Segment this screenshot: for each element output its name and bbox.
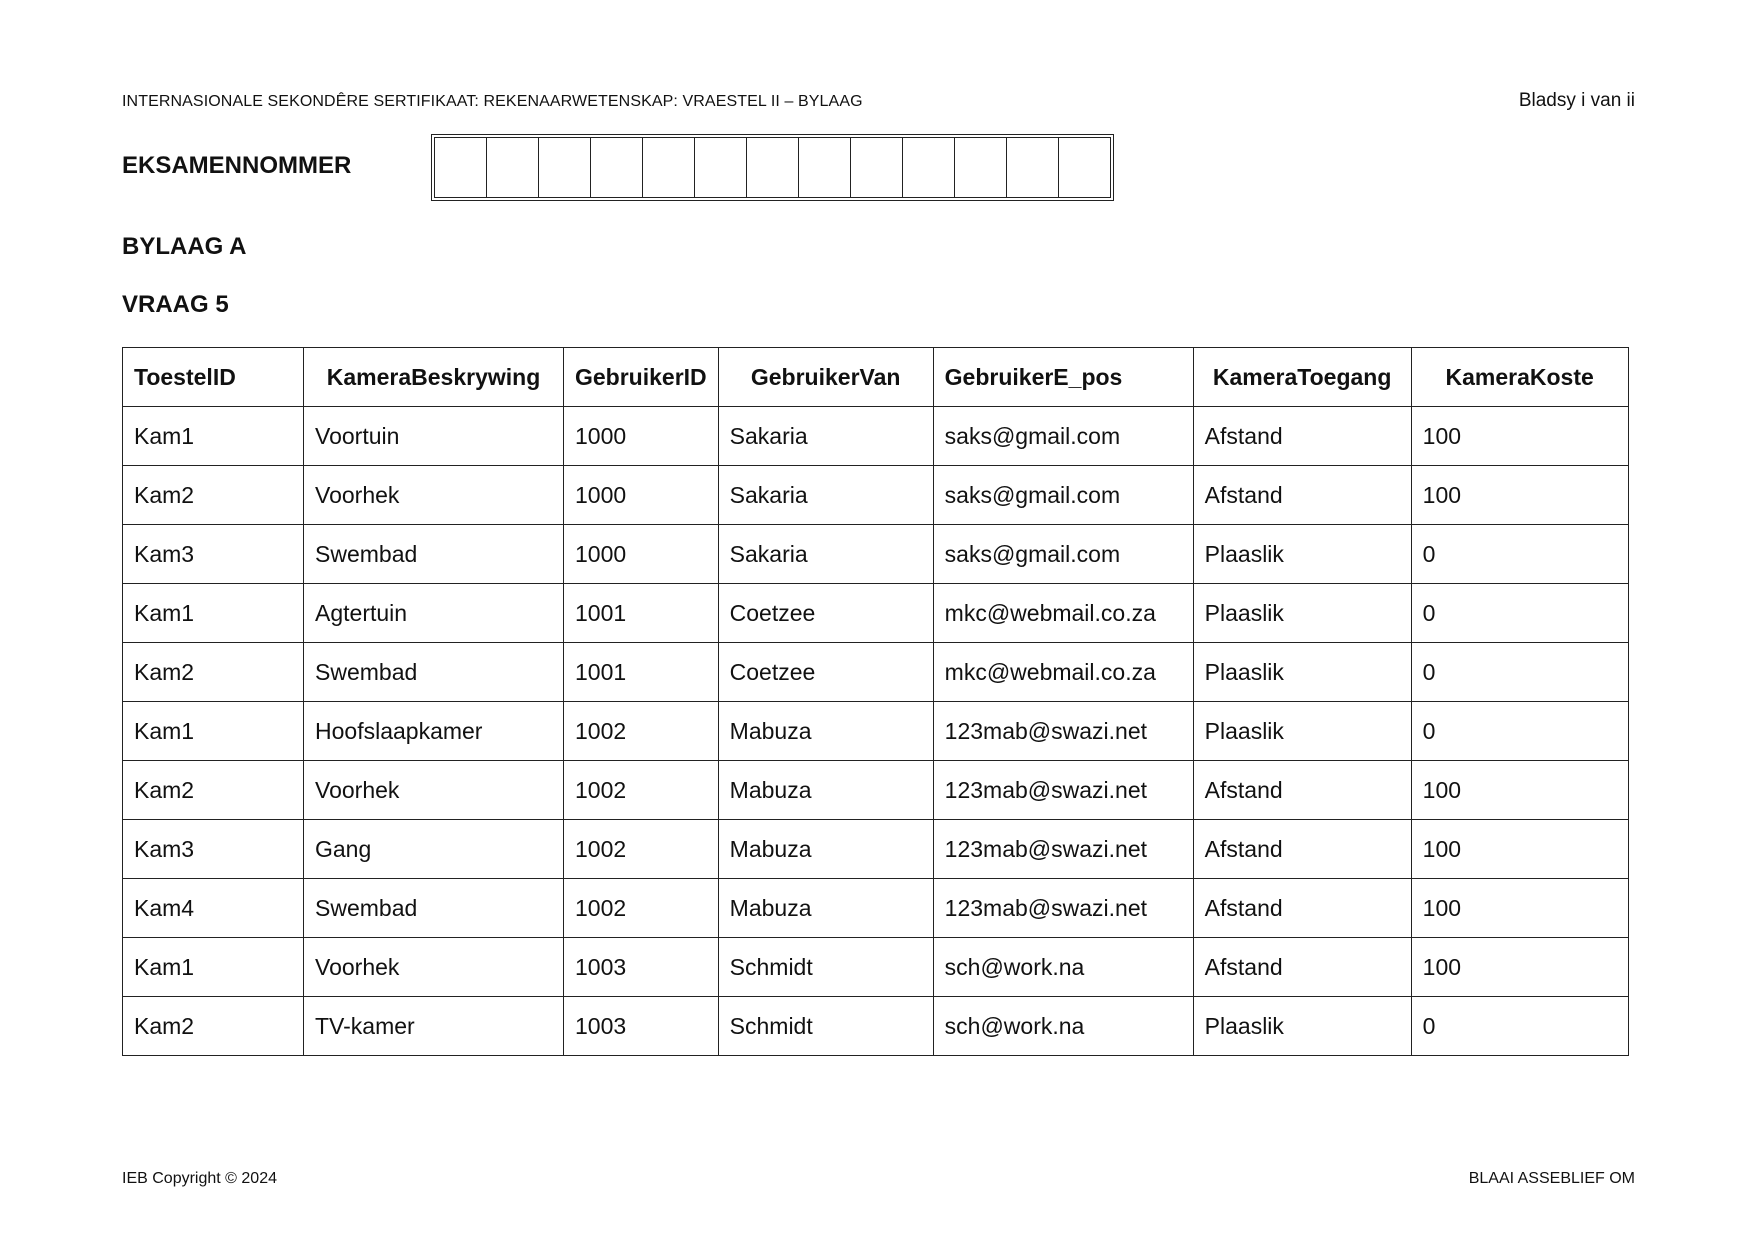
table-cell: Schmidt xyxy=(718,997,933,1056)
table-cell: Afstand xyxy=(1193,466,1411,525)
table-cell: Kam3 xyxy=(123,525,304,584)
table-cell: 0 xyxy=(1411,702,1628,761)
table-cell: 1000 xyxy=(564,525,719,584)
table-cell: Mabuza xyxy=(718,761,933,820)
table-cell: Mabuza xyxy=(718,820,933,879)
table-cell: 100 xyxy=(1411,761,1628,820)
table-cell: Agtertuin xyxy=(304,584,564,643)
table-row xyxy=(123,525,1629,584)
table-cell: 100 xyxy=(1411,820,1628,879)
table-cell: Voortuin xyxy=(304,407,564,466)
column-header-gebruikervan: GebruikerVan xyxy=(718,348,933,407)
table-cell: Voorhek xyxy=(304,466,564,525)
table-cell: 1001 xyxy=(564,643,719,702)
column-header-kamerabeskrywing: KameraBeskrywing xyxy=(304,348,564,407)
table-cell: Kam1 xyxy=(123,584,304,643)
table-cell: Kam1 xyxy=(123,407,304,466)
table-body xyxy=(123,407,1629,1056)
table-cell: Sakaria xyxy=(718,525,933,584)
table-cell: 123mab@swazi.net xyxy=(933,820,1193,879)
table-cell: Hoofslaapkamer xyxy=(304,702,564,761)
exam-number-box xyxy=(590,137,643,198)
exam-number-box xyxy=(850,137,903,198)
page-number: Bladsy i van ii xyxy=(1518,90,1635,111)
exam-number-box xyxy=(486,137,539,198)
table-cell: 1003 xyxy=(564,938,719,997)
table-cell: Coetzee xyxy=(718,643,933,702)
table-cell: 100 xyxy=(1411,938,1628,997)
exam-number-box xyxy=(694,137,747,198)
column-header-kameratoegang: KameraToegang xyxy=(1193,348,1411,407)
table-cell: 123mab@swazi.net xyxy=(933,879,1193,938)
table-cell: 0 xyxy=(1411,584,1628,643)
table-header-row xyxy=(123,348,1629,407)
exam-number-box xyxy=(1058,137,1111,198)
exam-number-box xyxy=(434,137,487,198)
table-cell: 0 xyxy=(1411,643,1628,702)
table-cell: Kam4 xyxy=(123,879,304,938)
table-cell: Voorhek xyxy=(304,761,564,820)
table-row xyxy=(123,466,1629,525)
table-row xyxy=(123,702,1629,761)
table-cell: Kam2 xyxy=(123,997,304,1056)
table-cell: sch@work.na xyxy=(933,938,1193,997)
table-cell: Plaaslik xyxy=(1193,997,1411,1056)
table-cell: Plaaslik xyxy=(1193,525,1411,584)
table-cell: Swembad xyxy=(304,525,564,584)
table-cell: Kam2 xyxy=(123,466,304,525)
table-cell: saks@gmail.com xyxy=(933,466,1193,525)
table-cell: saks@gmail.com xyxy=(933,525,1193,584)
table-cell: 1003 xyxy=(564,997,719,1056)
table-cell: 1002 xyxy=(564,879,719,938)
table-cell: mkc@webmail.co.za xyxy=(933,584,1193,643)
exam-number-box xyxy=(798,137,851,198)
page-header-title: INTERNASIONALE SEKONDÊRE SERTIFIKAAT: REKENAARWETENSKAP: VRAESTEL II – BYLAAG xyxy=(122,93,863,110)
table-cell: Mabuza xyxy=(718,879,933,938)
exam-number-box xyxy=(746,137,799,198)
table-cell: Schmidt xyxy=(718,938,933,997)
table-cell: 100 xyxy=(1411,879,1628,938)
exam-number-boxes xyxy=(431,134,1114,201)
table-row xyxy=(123,938,1629,997)
table-row xyxy=(123,584,1629,643)
table-cell: 1000 xyxy=(564,466,719,525)
table-row xyxy=(123,820,1629,879)
table-cell: 1002 xyxy=(564,702,719,761)
table-cell: Voorhek xyxy=(304,938,564,997)
table-cell: Gang xyxy=(304,820,564,879)
data-table xyxy=(122,347,1629,1056)
table-row xyxy=(123,407,1629,466)
exam-number-box xyxy=(642,137,695,198)
table-row xyxy=(123,997,1629,1056)
question-title: VRAAG 5 xyxy=(122,291,229,318)
exam-number-box xyxy=(1006,137,1059,198)
table-cell: mkc@webmail.co.za xyxy=(933,643,1193,702)
column-header-kamerakoste: KameraKoste xyxy=(1411,348,1628,407)
table-cell: Kam3 xyxy=(123,820,304,879)
table-cell: 100 xyxy=(1411,466,1628,525)
table-cell: Plaaslik xyxy=(1193,584,1411,643)
column-header-gebruikerid: GebruikerID xyxy=(564,348,719,407)
table-cell: Sakaria xyxy=(718,466,933,525)
column-header-gebruikere-pos: GebruikerE_pos xyxy=(933,348,1193,407)
section-title: BYLAAG A xyxy=(122,233,247,260)
table-cell: Kam2 xyxy=(123,643,304,702)
table-cell: Mabuza xyxy=(718,702,933,761)
table-cell: Afstand xyxy=(1193,820,1411,879)
table-cell: 1002 xyxy=(564,761,719,820)
table-row xyxy=(123,643,1629,702)
table-cell: 1002 xyxy=(564,820,719,879)
table-cell: saks@gmail.com xyxy=(933,407,1193,466)
table-cell: 1000 xyxy=(564,407,719,466)
exam-number-box xyxy=(538,137,591,198)
table-cell: 0 xyxy=(1411,525,1628,584)
table-cell: Plaaslik xyxy=(1193,643,1411,702)
table-cell: Sakaria xyxy=(718,407,933,466)
table-cell: Kam2 xyxy=(123,761,304,820)
exam-number-box xyxy=(954,137,1007,198)
table-cell: Afstand xyxy=(1193,407,1411,466)
table-row xyxy=(123,879,1629,938)
table-cell: 123mab@swazi.net xyxy=(933,702,1193,761)
copyright-notice: IEB Copyright © 2024 xyxy=(122,1170,277,1187)
table-cell: Kam1 xyxy=(123,938,304,997)
table-cell: Coetzee xyxy=(718,584,933,643)
table-cell: 100 xyxy=(1411,407,1628,466)
table-cell: 123mab@swazi.net xyxy=(933,761,1193,820)
table-cell: sch@work.na xyxy=(933,997,1193,1056)
exam-number-label: EKSAMENNOMMER xyxy=(122,152,352,179)
table-cell: Plaaslik xyxy=(1193,702,1411,761)
table-cell: Kam1 xyxy=(123,702,304,761)
turn-over-notice: BLAAI ASSEBLIEF OM xyxy=(1468,1170,1635,1187)
table-cell: 0 xyxy=(1411,997,1628,1056)
table-cell: Afstand xyxy=(1193,879,1411,938)
table-cell: TV-kamer xyxy=(304,997,564,1056)
table-cell: 1001 xyxy=(564,584,719,643)
exam-number-box xyxy=(902,137,955,198)
table-cell: Swembad xyxy=(304,879,564,938)
table-cell: Swembad xyxy=(304,643,564,702)
table-cell: Afstand xyxy=(1193,761,1411,820)
table-row xyxy=(123,761,1629,820)
table-cell: Afstand xyxy=(1193,938,1411,997)
column-header-toestelid: ToestelID xyxy=(123,348,304,407)
